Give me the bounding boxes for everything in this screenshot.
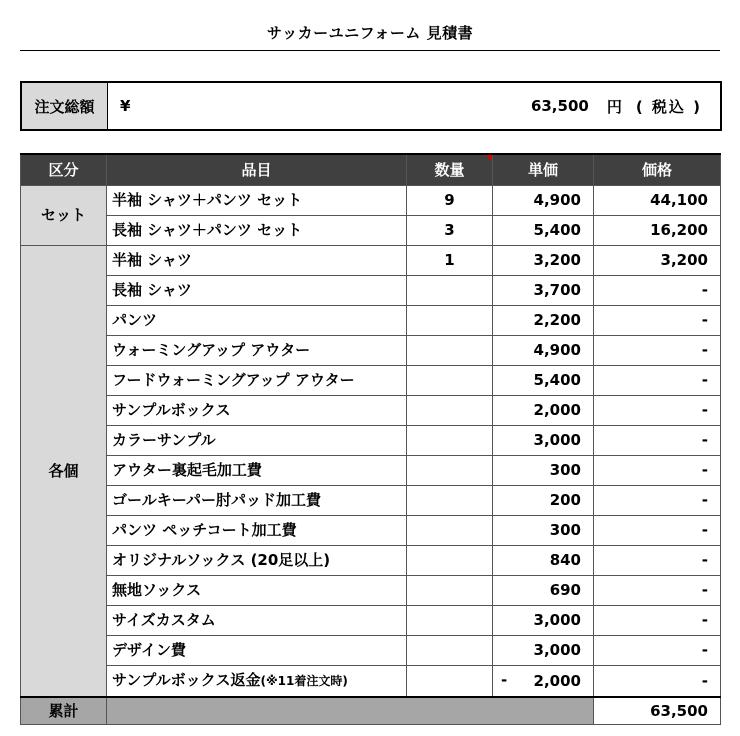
order-total-unit: 円 — [606, 97, 622, 116]
quantity-cell[interactable] — [407, 636, 493, 666]
item-name: 半袖 シャツ — [112, 251, 192, 269]
quote-table-body — [21, 186, 721, 698]
item-name: 半袖 シャツ＋パンツ セット — [112, 191, 303, 209]
item-name: ゴールキーパー肘パッド加工費 — [112, 491, 321, 509]
unit-price-value: 300 — [549, 461, 581, 479]
negative-sign: - — [501, 671, 508, 689]
unit-price-cell — [493, 546, 594, 576]
order-total-amount-area — [160, 83, 720, 129]
table-row — [21, 396, 721, 426]
price-cell: - — [594, 456, 721, 486]
table-header-row — [21, 154, 721, 186]
header-quantity — [407, 154, 493, 186]
table-row — [21, 306, 721, 336]
item-cell — [107, 576, 407, 606]
item-name: フードウォーミングアップ アウター — [112, 371, 355, 389]
quantity-cell[interactable] — [407, 426, 493, 456]
unit-price-cell — [493, 216, 594, 246]
header-quantity-label: 数量 — [434, 161, 465, 179]
unit-price-value: 4,900 — [533, 341, 581, 359]
item-name: パンツ ペッチコート加工費 — [112, 521, 297, 539]
item-name: サンプルボックス — [112, 401, 231, 419]
unit-price-cell — [493, 336, 594, 366]
order-total-label: 注文総額 — [22, 83, 108, 129]
table-row — [21, 426, 721, 456]
item-cell — [107, 426, 407, 456]
price-cell: 44,100 — [594, 186, 721, 216]
unit-price-value: 4,900 — [533, 191, 581, 209]
price-cell: - — [594, 666, 721, 698]
item-name: サイズカスタム — [112, 611, 216, 629]
order-total-box — [20, 81, 722, 131]
item-cell — [107, 456, 407, 486]
table-row — [21, 636, 721, 666]
quantity-cell[interactable] — [407, 366, 493, 396]
header-price: 価格 — [594, 154, 721, 186]
unit-price-cell — [493, 426, 594, 456]
quantity-cell[interactable] — [407, 516, 493, 546]
unit-price-cell — [493, 516, 594, 546]
unit-price-value: 3,700 — [533, 281, 581, 299]
price-cell: - — [594, 366, 721, 396]
item-name: アウター裏起毛加工費 — [112, 461, 262, 479]
header-category: 区分 — [21, 154, 107, 186]
sum-filler — [107, 697, 594, 725]
quantity-cell[interactable] — [407, 276, 493, 306]
price-cell: - — [594, 576, 721, 606]
price-cell: - — [594, 516, 721, 546]
quantity-cell[interactable]: 9 — [407, 186, 493, 216]
item-name: オリジナルソックス (20足以上) — [112, 551, 331, 569]
table-row — [21, 456, 721, 486]
table-row — [21, 546, 721, 576]
item-cell — [107, 606, 407, 636]
item-note: (※11着注文時) — [260, 674, 348, 688]
category-cell: 各個 — [21, 246, 107, 698]
unit-price-cell — [493, 636, 594, 666]
item-cell — [107, 636, 407, 666]
unit-price-cell — [493, 186, 594, 216]
table-row — [21, 516, 721, 546]
item-name: ウォーミングアップ アウター — [112, 341, 311, 359]
price-cell: - — [594, 486, 721, 516]
unit-price-value: 2,000 — [533, 671, 581, 690]
unit-price-value: 200 — [549, 491, 581, 509]
tax-included-note: ( 税込 ) — [635, 97, 702, 116]
quantity-cell[interactable] — [407, 396, 493, 426]
quantity-cell[interactable] — [407, 666, 493, 698]
unit-price-cell — [493, 456, 594, 486]
item-cell — [107, 306, 407, 336]
price-cell: - — [594, 546, 721, 576]
header-unit-price: 単価 — [493, 154, 594, 186]
price-cell: 16,200 — [594, 216, 721, 246]
document-title: サッカーユニフォーム 見積書 — [266, 24, 474, 42]
item-cell — [107, 396, 407, 426]
item-cell — [107, 546, 407, 576]
unit-price-value: 2,200 — [533, 311, 581, 329]
item-cell — [107, 366, 407, 396]
sum-total: 63,500 — [594, 697, 721, 725]
unit-price-value: 840 — [549, 551, 581, 569]
unit-price-value: 2,000 — [533, 401, 581, 419]
item-name: パンツ — [112, 311, 158, 329]
unit-price-cell — [493, 246, 594, 276]
quantity-cell[interactable] — [407, 486, 493, 516]
item-name: カラーサンプル — [112, 431, 216, 449]
item-name: サンプルボックス返金 — [112, 671, 261, 689]
price-cell: 3,200 — [594, 246, 721, 276]
price-cell: - — [594, 336, 721, 366]
price-cell: - — [594, 306, 721, 336]
item-cell — [107, 216, 407, 246]
unit-price-cell — [493, 666, 594, 698]
unit-price-cell — [493, 576, 594, 606]
unit-price-cell — [493, 486, 594, 516]
table-row — [21, 336, 721, 366]
quantity-cell[interactable] — [407, 546, 493, 576]
quantity-cell[interactable] — [407, 456, 493, 486]
table-row — [21, 486, 721, 516]
quantity-cell[interactable] — [407, 306, 493, 336]
table-row — [21, 366, 721, 396]
comment-indicator-icon — [486, 155, 492, 161]
item-name: 長袖 シャツ — [112, 281, 192, 299]
table-row — [21, 576, 721, 606]
item-name: 無地ソックス — [112, 581, 202, 599]
unit-price-value: 3,200 — [533, 251, 581, 269]
unit-price-value: 3,000 — [533, 431, 581, 449]
item-cell — [107, 336, 407, 366]
header-item: 品目 — [107, 154, 407, 186]
title-divider — [20, 50, 720, 51]
quote-table — [20, 153, 721, 725]
sum-row — [21, 697, 721, 725]
item-cell — [107, 486, 407, 516]
table-row — [21, 276, 721, 306]
table-row — [21, 666, 721, 698]
item-cell — [107, 276, 407, 306]
sum-label: 累計 — [21, 697, 107, 725]
unit-price-value: 3,000 — [533, 611, 581, 629]
unit-price-cell — [493, 366, 594, 396]
price-cell: - — [594, 276, 721, 306]
unit-price-value: 3,000 — [533, 641, 581, 659]
unit-price-cell — [493, 396, 594, 426]
unit-price-value: 690 — [549, 581, 581, 599]
item-cell — [107, 246, 407, 276]
item-name: デザイン費 — [112, 641, 186, 659]
quantity-cell[interactable]: 3 — [407, 216, 493, 246]
quantity-cell[interactable] — [407, 336, 493, 366]
category-cell: セット — [21, 186, 107, 246]
unit-price-cell — [493, 306, 594, 336]
table-row — [21, 606, 721, 636]
unit-price-value: 5,400 — [533, 221, 581, 239]
price-cell: - — [594, 606, 721, 636]
item-cell — [107, 516, 407, 546]
table-row — [21, 216, 721, 246]
unit-price-value: 300 — [549, 521, 581, 539]
price-cell: - — [594, 426, 721, 456]
unit-price-cell — [493, 606, 594, 636]
quantity-cell[interactable]: 1 — [407, 246, 493, 276]
price-cell: - — [594, 636, 721, 666]
price-cell: - — [594, 396, 721, 426]
order-total-amount: 63,500 — [530, 97, 589, 115]
unit-price-value: 5,400 — [533, 371, 581, 389]
table-row — [21, 186, 721, 216]
item-cell — [107, 186, 407, 216]
currency-symbol: ¥ — [120, 97, 131, 115]
unit-price-cell — [493, 276, 594, 306]
item-name: 長袖 シャツ＋パンツ セット — [112, 221, 303, 239]
quantity-cell[interactable] — [407, 576, 493, 606]
table-row — [21, 246, 721, 276]
quantity-cell[interactable] — [407, 606, 493, 636]
item-cell — [107, 666, 407, 698]
